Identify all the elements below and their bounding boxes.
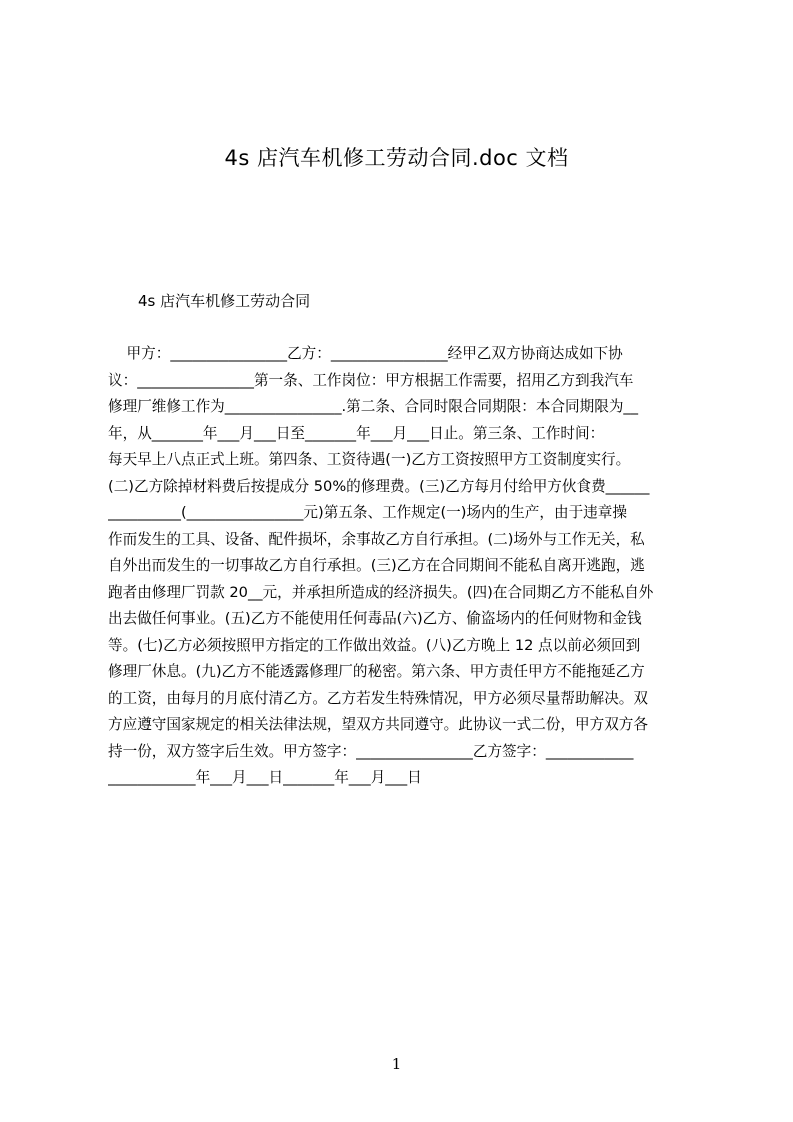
body-line: 修理厂休息。(九)乙方不能透露修理厂的秘密。第六条、甲方责任甲方不能拖延乙方 — [108, 663, 645, 680]
body-line: (二)乙方除掉材料费后按提成分 50%的修理费。(三)乙方每月付给甲方伙食费______ — [108, 477, 650, 495]
body-line: 修理厂维修工作为________________.第二条、合同时限合同期限：本合同期限为__ — [108, 398, 639, 415]
body-line: 自外出而发生的一切事故乙方自行承担。(三)乙方在合同期间不能私自离开逃跑，逃 — [108, 557, 645, 574]
body-line: 议：________________第一条、工作岗位：甲方根据工作需要，招用乙方到我汽车 — [108, 371, 634, 389]
document-title: 4s 店汽车机修工劳动合同.doc 文档 — [224, 146, 569, 170]
body-line: 甲方：________________乙方：________________经甲乙双方协商达成如下协 — [108, 345, 623, 362]
body-line: 的工资，由每月的月底付清乙方。乙方若发生特殊情况，甲方必须尽量帮助解决。双 — [108, 689, 648, 707]
body-line: 等。(七)乙方必须按照甲方指定的工作做出效益。(八)乙方晚上 12 点以前必须回到 — [108, 636, 641, 654]
body-line: 跑者由修理厂罚款 20__元，并承担所造成的经济损失。(四)在合同期乙方不能私自外 — [108, 583, 654, 601]
body-line: 出去做任何事业。(五)乙方不能使用任何毒品(六)乙方、偷盗场内的任何财物和金钱 — [108, 610, 642, 627]
body-line: __________(________________元)第五条、工作规定(一)场内的生产，由于违章操 — [108, 504, 627, 521]
body-line: 年，从_______年___月___日至_______年___月___日止。第三条、工作时间： — [108, 424, 605, 442]
body-line: 持一份，双方签字后生效。甲方签字：________________乙方签字：____________ — [108, 742, 634, 760]
body-line: 每天早上八点正式上班。第四条、工资待遇(一)乙方工资按照甲方工资制度实行。 — [108, 451, 631, 468]
document-subtitle: 4s 店汽车机修工劳动合同 — [138, 292, 311, 310]
contract-body — [108, 341, 702, 792]
body-line: ____________年___月___日_______年___月___日 — [108, 769, 422, 786]
body-line: 作而发生的工具、设备、配件损坏，余事故乙方自行承担。(二)场外与工作无关，私 — [108, 530, 645, 548]
body-line: 方应遵守国家规定的相关法律法规，望双方共同遵守。此协议一式二份，甲方双方各 — [108, 716, 648, 733]
page-number: 1 — [391, 1055, 402, 1073]
